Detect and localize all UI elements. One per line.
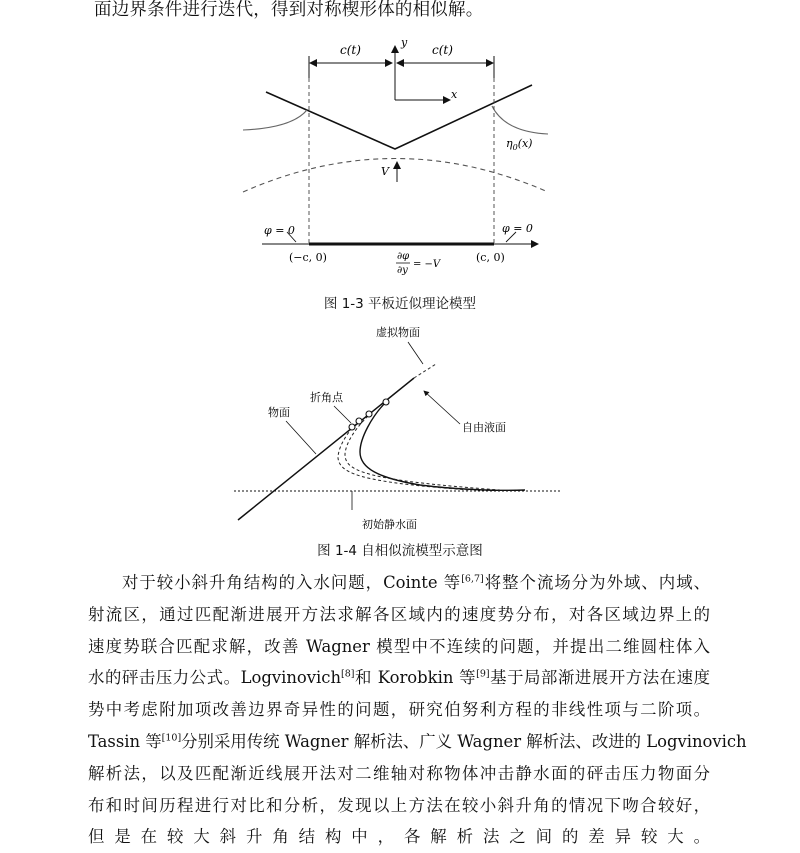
paragraph-line: Tassin 等[10]分别采用传统 Wagner 解析法、广义 Wagner 解析法、改进的 Logvinovich: [88, 731, 747, 751]
kink-point-marker: [349, 424, 355, 430]
paragraph-line: 解析法，以及匹配渐近线展开法对二维轴对称物体冲击静水面的砰击压力物面分: [88, 763, 710, 783]
free-surface-pointer: [424, 391, 460, 424]
paragraph-line: 射流区，通过匹配渐进展开方法求解各区域内的速度势分布，对各区域边界上的: [88, 604, 710, 624]
label-V: V: [381, 165, 389, 178]
label-c-right: c(t): [432, 43, 453, 57]
kink-point-marker: [383, 399, 389, 405]
wedge-body: [266, 85, 532, 149]
figure-self-similar-model: [0, 320, 800, 530]
label-dphi-den: ∂y: [397, 265, 408, 276]
body-paragraph: [88, 567, 747, 853]
figure-flat-plate-model: [0, 20, 800, 310]
label-x: x: [451, 88, 458, 101]
label-dphi-rhs: = −V: [413, 259, 441, 270]
label-body-surface: 物面: [268, 406, 290, 419]
label-initial-water: 初始静水面: [362, 518, 417, 530]
jet-right: [492, 106, 548, 134]
virtual-body-extension: [414, 364, 436, 378]
paragraph-line: 布和时间历程进行对比和分析，发现以上方法在较小斜升角的情况下吻合较好，: [88, 795, 710, 815]
paragraph-line: 速度势联合匹配求解，改善 Wagner 模型中不连续的问题，并提出二维圆柱体入: [88, 636, 710, 656]
kink-point-marker: [356, 418, 362, 424]
jet-left: [243, 110, 307, 130]
paragraph-line: 对于较小斜升角结构的入水问题，Cointe 等[6,7]将整个流场分为外域、内域、: [122, 573, 710, 592]
label-phi-right: φ = 0: [502, 222, 533, 235]
label-kink-point: 折角点: [310, 391, 343, 404]
top-text-line: 面边界条件进行迭代，得到对称楔形体的相似解。: [94, 0, 484, 20]
label-virtual-surface: 虚拟物面: [376, 326, 420, 339]
label-eta: $\eta_0(x)$: [506, 137, 533, 152]
kink-point-marker: [366, 411, 372, 417]
figure-1-4-caption: 图 1-4 自相似流模型示意图: [317, 543, 483, 559]
figure-1-3-caption: 图 1-3 平板近似理论模型: [323, 296, 477, 312]
dashed-surface: [243, 159, 548, 193]
label-neg-c: (−c, 0): [289, 251, 327, 264]
label-dphi-num: ∂φ: [397, 251, 410, 262]
paragraph-line: 势中考虑附加项改善边界奇异性的问题，研究伯努利方程的非线性项与二阶项。: [88, 700, 710, 720]
label-c-left: c(t): [340, 43, 361, 57]
paragraph-line: 但是在较大斜升角结构中，各解析法之间的差异较大。: [88, 827, 710, 847]
label-free-surface: 自由液面: [462, 421, 506, 434]
label-pos-c: (c, 0): [476, 251, 505, 264]
intermediate-curve-2: [338, 424, 470, 490]
label-phi-left: φ = 0: [264, 224, 295, 237]
paragraph-line: 水的砰击压力公式。Logvinovich[8]和 Korobkin 等[9]基于局部渐进展开方法在速度: [88, 668, 710, 688]
label-y: y: [401, 36, 408, 49]
